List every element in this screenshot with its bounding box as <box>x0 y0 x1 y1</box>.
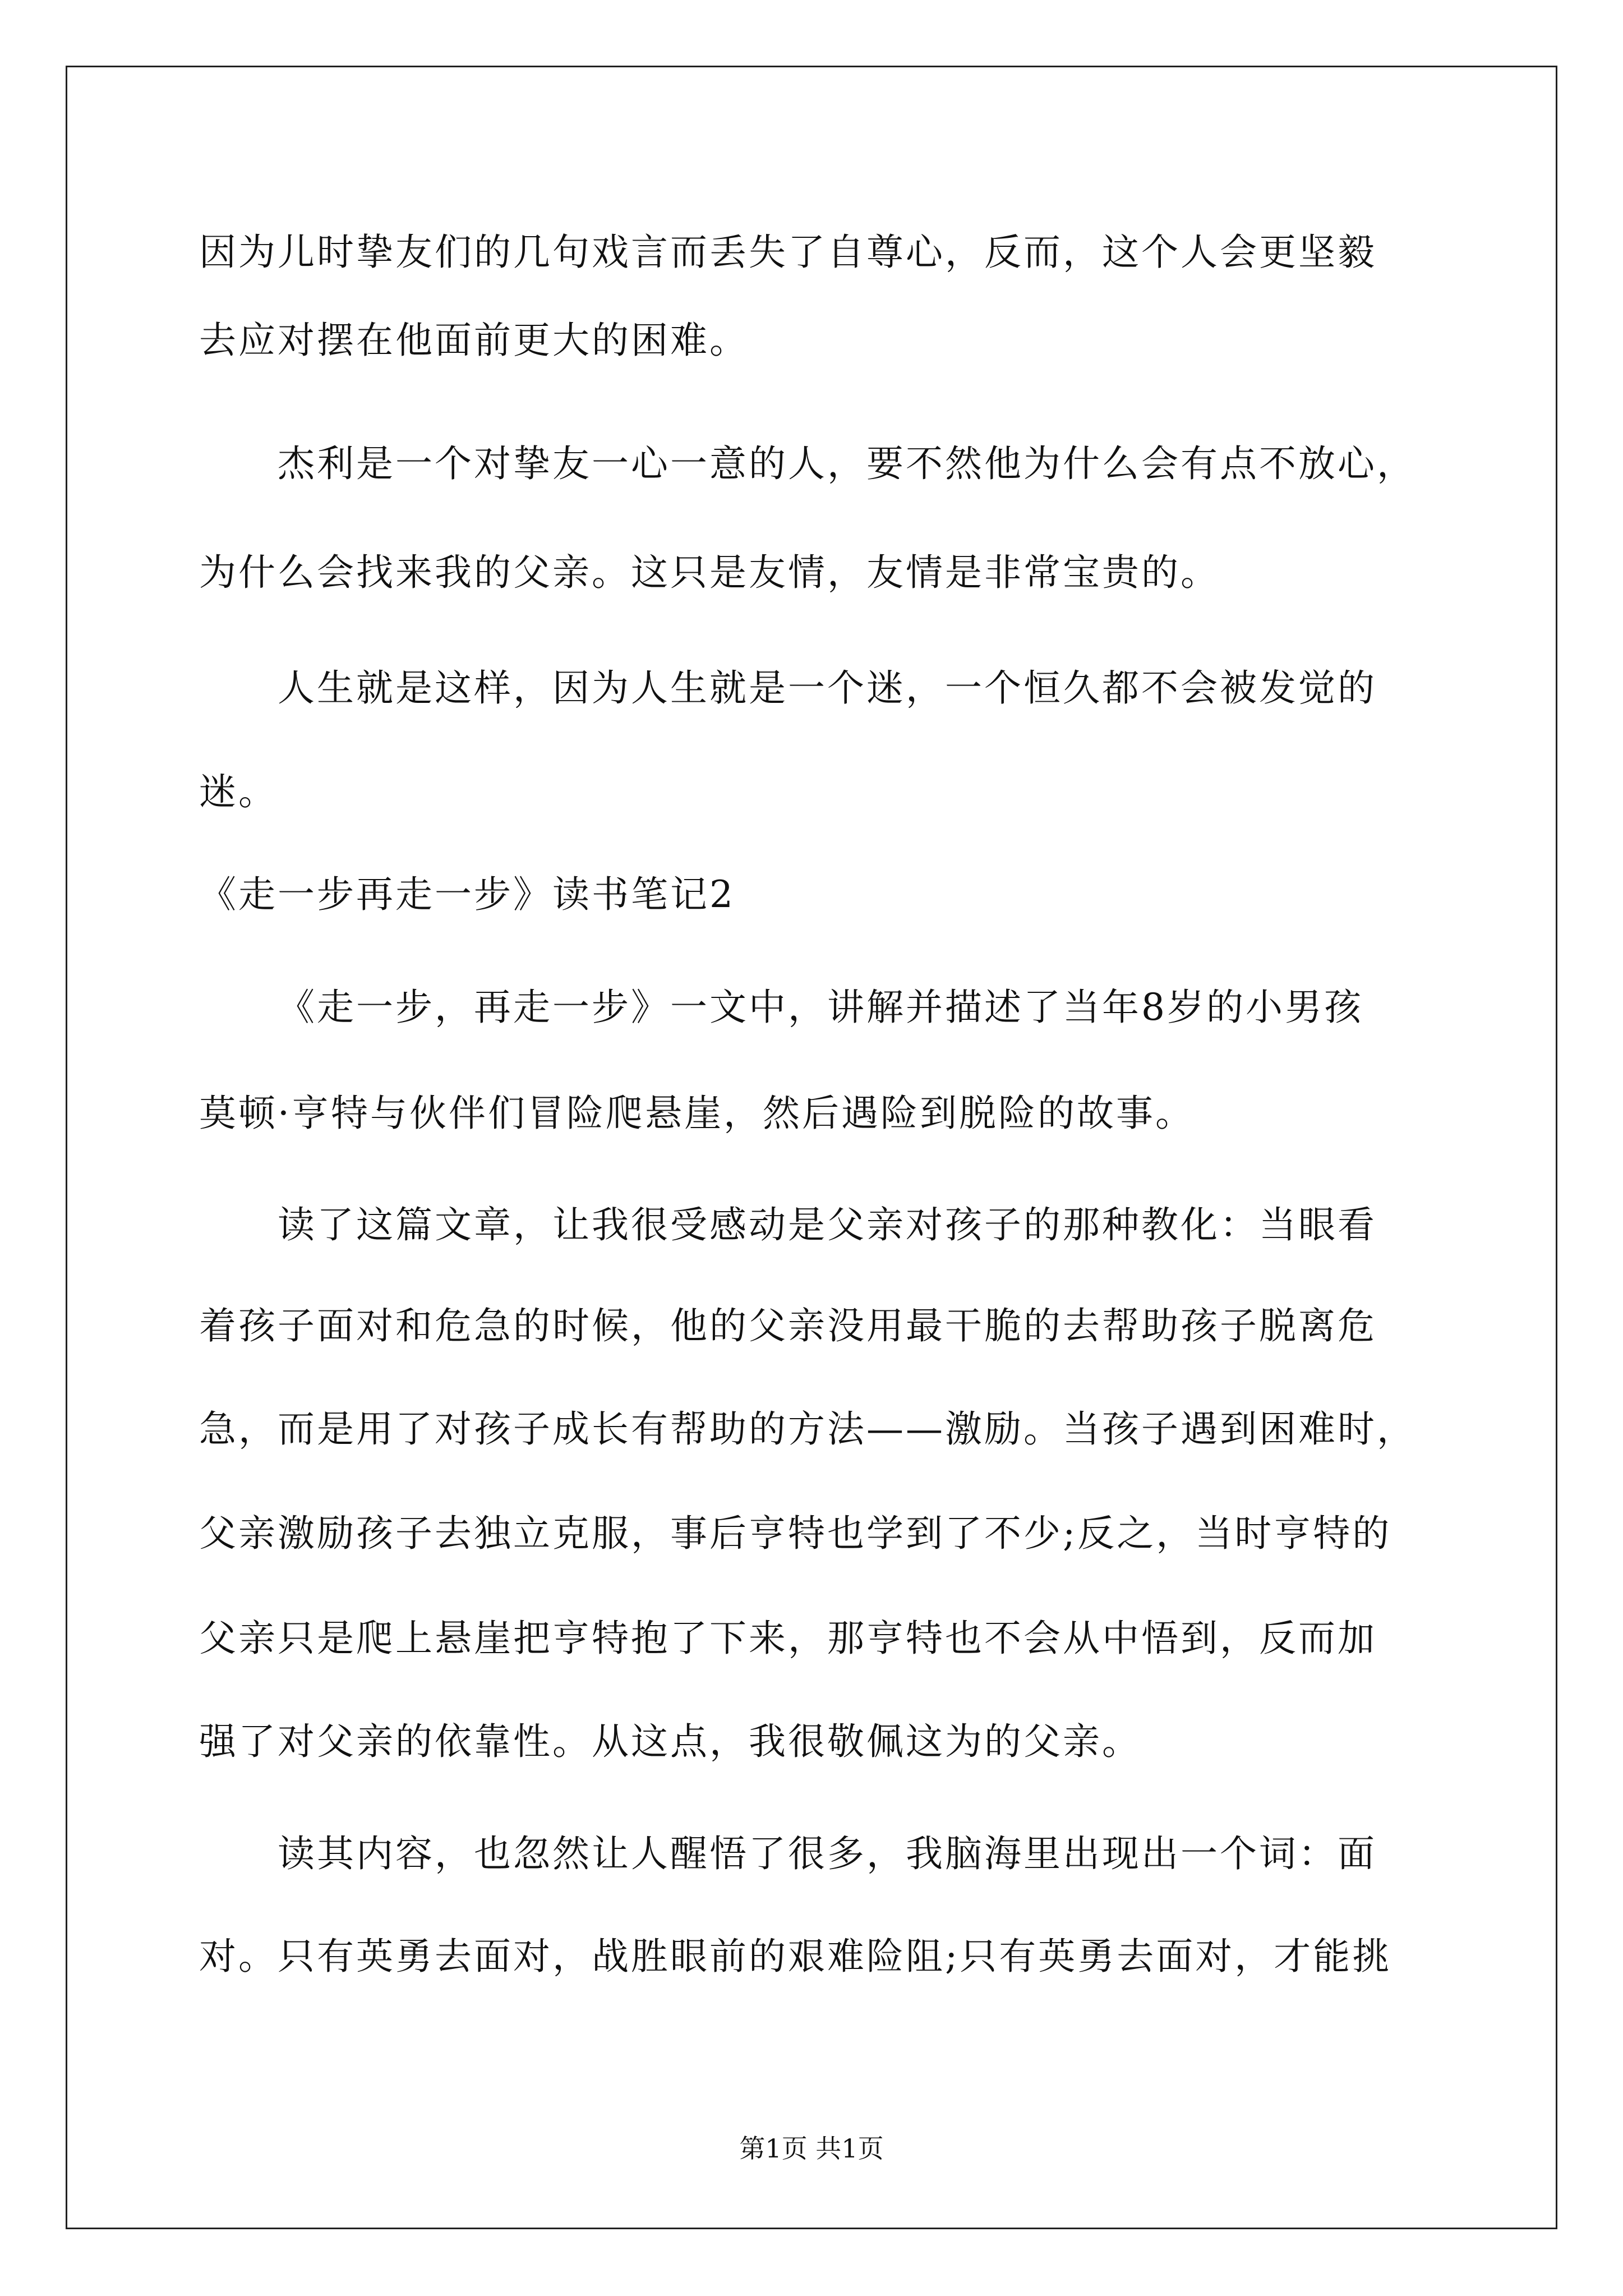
page-number: 第1页 共1页 <box>739 2133 884 2164</box>
text-line: 父亲只是爬上悬崖把亨特抱了下来，那亨特也不会从中悟到，反而加 <box>199 1617 1377 1660</box>
page-border <box>66 66 1557 2229</box>
text-line: 对。只有英勇去面对，战胜眼前的艰难险阻;只有英勇去面对，才能挑 <box>199 1935 1392 1978</box>
text-line: 读其内容，也忽然让人醒悟了很多，我脑海里出现出一个词：面 <box>278 1832 1377 1875</box>
text-line: 因为儿时挚友们的几句戏言而丢失了自尊心，反而，这个人会更坚毅 <box>199 231 1377 274</box>
text-line: 急，而是用了对孩子成长有帮助的方法——激励。当孩子遇到困难时， <box>199 1407 1416 1451</box>
text-line: 迷。 <box>199 770 278 813</box>
text-line: 莫顿·亨特与伙伴们冒险爬悬崖，然后遇险到脱险的故事。 <box>199 1092 1195 1135</box>
text-line: 人生就是这样，因为人生就是一个迷，一个恒久都不会被发觉的 <box>278 666 1377 710</box>
text-line: 为什么会找来我的父亲。这只是友情，友情是非常宝贵的。 <box>199 551 1220 594</box>
text-line: 杰利是一个对挚友一心一意的人，要不然他为什么会有点不放心， <box>278 442 1416 485</box>
text-line: 父亲激励孩子去独立克服，事后亨特也学到了不少;反之，当时亨特的 <box>199 1512 1392 1555</box>
text-line: 读了这篇文章，让我很受感动是父亲对孩子的那种教化：当眼看 <box>278 1203 1377 1246</box>
text-line: 强了对父亲的依靠性。从这点，我很敬佩这为的父亲。 <box>199 1720 1141 1763</box>
text-line: 《走一步，再走一步》一文中，讲解并描述了当年8岁的小男孩 <box>278 986 1363 1029</box>
section-title: 《走一步再走一步》读书笔记2 <box>199 873 735 916</box>
text-line: 去应对摆在他面前更大的困难。 <box>199 319 749 362</box>
text-line: 着孩子面对和危急的时候，他的父亲没用最干脆的去帮助孩子脱离危 <box>199 1304 1377 1347</box>
